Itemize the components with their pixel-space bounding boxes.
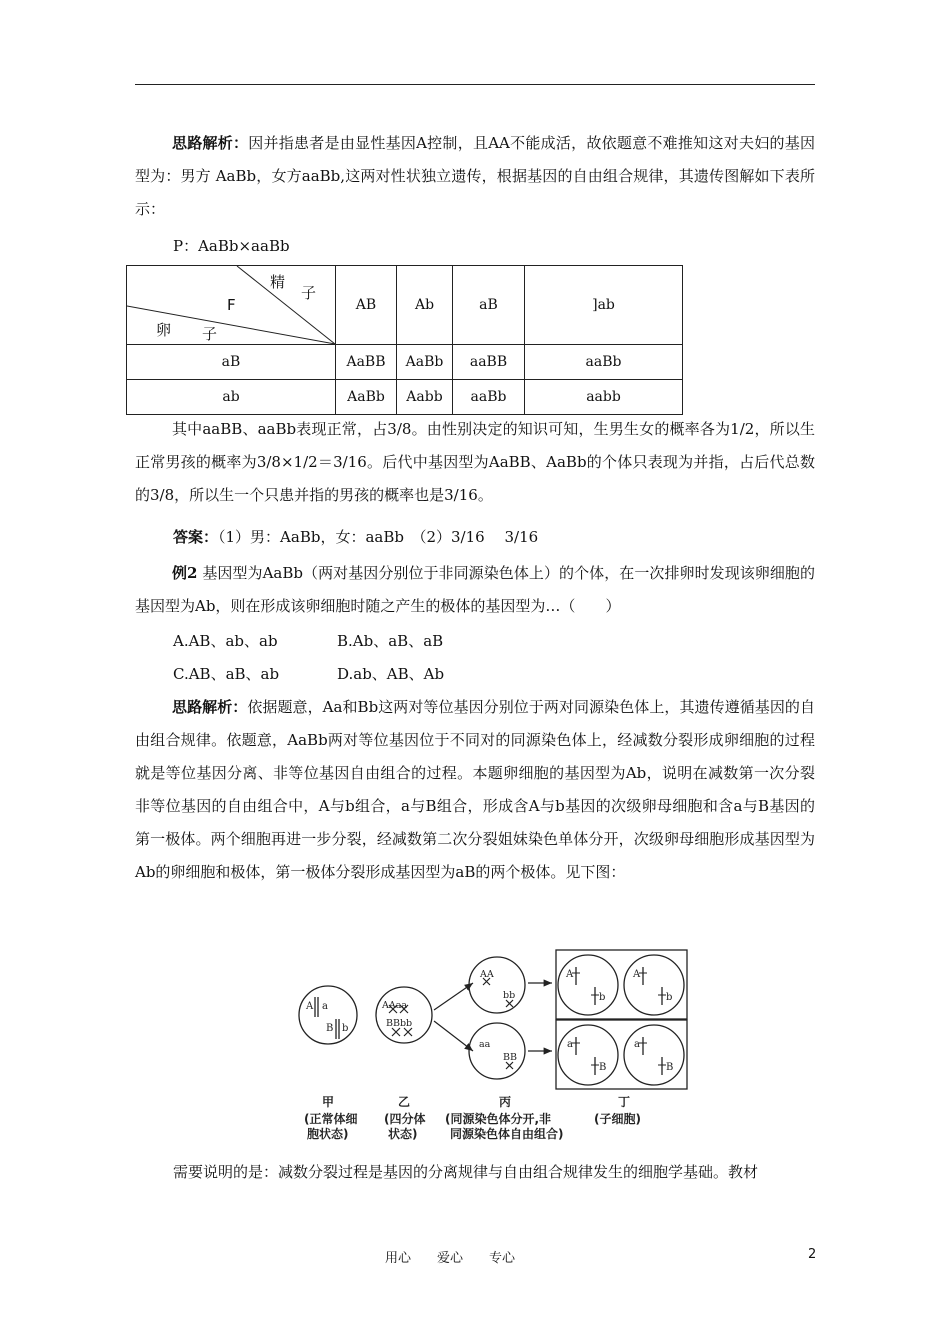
analysis-text: 依据题意，Aa和Bb这两对等位基因分别位于两对同源染色体上，其遗传遵循基因的自由组合规律。依题意，AaBb两对等位基因位于不同对的同源染色体上，经减数分裂形成卵细胞的过程就是等位基因分离、非等位基因自由组合的过程。本题卵细胞的基因型为Ab，说明在减数第一次分裂非等位基因的自由组合中，A与b组合，a与B组合，形成含A与b基因的次级卵母细胞和含a与B基因的第一极体。两个细胞再进一步分裂，经减数第二次分裂姐妹染色单体分开，次级卵母细胞形成基因型为Ab的卵细胞和极体，第一极体分裂形成基因型为aB的两个极体。见下图：	[135, 698, 815, 881]
example-label: 例2	[172, 564, 198, 582]
label-jia-desc-2: 胞状态)	[307, 1127, 349, 1141]
table-row	[127, 380, 683, 415]
label-bing-desc-1: (同源染色体分开,非	[445, 1112, 552, 1126]
label-jia-desc-1: (正常体细	[304, 1112, 358, 1126]
punnett-table	[126, 265, 683, 415]
ding-top-gene-b2: b	[666, 992, 673, 1003]
label-ding-desc: (子细胞)	[594, 1112, 641, 1126]
label-ding: 丁	[617, 1095, 631, 1109]
sperm-label-2: 子	[301, 284, 317, 302]
ding-bottom-gene-a1: a	[567, 1039, 573, 1050]
genotype-cell: aaBB	[453, 345, 525, 380]
header-cell: ]ab	[525, 266, 683, 345]
header-cell: aB	[453, 266, 525, 345]
label-yi: 乙	[397, 1095, 411, 1109]
genotype-cell: AaBB	[336, 345, 397, 380]
f-label: F	[227, 296, 236, 314]
cell-bing-top	[469, 957, 525, 1013]
header-cell: AB	[336, 266, 397, 345]
example-text: 基因型为AaBb（两对基因分别位于非同源染色体上）的个体，在一次排卵时发现该卵细胞的基因型为Ab，则在形成该卵细胞时随之产生的极体的基因型为…（ ）	[135, 564, 815, 615]
meiosis-diagram	[290, 945, 690, 1145]
yi-genes-bottom: BBbb	[386, 1018, 413, 1029]
jia-gene-b: B	[326, 1023, 334, 1034]
ding-bottom-gene-a2: a	[634, 1039, 640, 1050]
header-cell: Ab	[397, 266, 453, 345]
genotype-cell: AaBb	[397, 345, 453, 380]
option-c: C.AB、aB、ab	[173, 665, 280, 683]
answer-text: （1）男：AaBb，女：aaBb （2）3/16 3/16	[218, 528, 539, 546]
page-number: 2	[808, 1247, 817, 1262]
option-d: D.ab、AB、Ab	[337, 665, 445, 683]
header-rule	[135, 84, 815, 85]
genotype-cell: aaBb	[525, 345, 683, 380]
ding-bottom-gene-b2: B	[666, 1062, 674, 1073]
ding-top-gene-a2: A	[633, 969, 641, 980]
genotype-cell: AaBb	[336, 380, 397, 415]
label-yi-desc-2: 状态)	[388, 1127, 418, 1141]
yi-genes-top: AAaa	[382, 1000, 408, 1011]
egg-label-1: 卵	[156, 321, 172, 339]
genotype-cell: aaBb	[453, 380, 525, 415]
analysis-label: 思路解析：	[172, 698, 248, 716]
answer-label: 答案：	[173, 528, 219, 546]
bing-bottom-b: BB	[503, 1052, 517, 1063]
analysis-text: 因并指患者是由显性基因A控制，且AA不能成活，故依题意不难推知这对夫妇的基因型为：男方 AaBb，女方aaBb,这两对性状独立遗传，根据基因的自由组合规律，其遗传图解如下表所示：	[135, 134, 815, 218]
label-yi-desc-1: (四分体	[384, 1112, 426, 1126]
label-jia: 甲	[321, 1095, 335, 1109]
label-bing-desc-2: 同源染色体自由组合)	[450, 1127, 564, 1141]
egg-cell: aB	[127, 345, 336, 380]
answer-line	[173, 527, 538, 547]
cell-bing-bottom	[469, 1023, 525, 1079]
bing-top-a: AA	[480, 969, 494, 980]
example-2-question	[135, 557, 815, 623]
ding-bottom-gene-b1: B	[599, 1062, 607, 1073]
jia-gene-bs: b	[342, 1023, 349, 1034]
ding-top-gene-b1: b	[599, 992, 606, 1003]
cell-jia	[299, 986, 357, 1044]
option-b: B.Ab、aB、aB	[337, 632, 444, 650]
jia-gene-top: A	[306, 1001, 314, 1012]
egg-cell: ab	[127, 380, 336, 415]
analysis-label: 思路解析：	[172, 134, 249, 152]
sperm-label-1: 精	[270, 273, 286, 291]
bing-bottom-a: aa	[479, 1039, 491, 1050]
footer-motto: 用心 爱心 专心	[385, 1251, 516, 1266]
corner-cell	[127, 266, 336, 345]
cell-yi	[376, 987, 432, 1043]
option-a: A.AB、ab、ab	[173, 632, 278, 650]
table-row	[127, 345, 683, 380]
genotype-cell: aabb	[525, 380, 683, 415]
bing-top-b: bb	[503, 990, 516, 1001]
analysis-paragraph-2	[135, 691, 815, 889]
egg-label-2: 子	[202, 325, 218, 343]
parent-cross: P：AaBb×aaBb	[173, 237, 290, 255]
explanation-paragraph: 其中aaBB、aaBb表现正常，占3/8。由性别决定的知识可知，生男生女的概率各为1/2，所以生正常男孩的概率为3/8×1/2＝3/16。后代中基因型为AaBB、AaBb的个体只表现为并指，占后代总数的3/8，所以生一个只患并指的男孩的概率也是3/16。	[135, 420, 815, 504]
closing-line: 需要说明的是：减数分裂过程是基因的分离规律与自由组合规律发生的细胞学基础。教材	[173, 1163, 759, 1181]
label-bing: 丙	[498, 1095, 512, 1109]
jia-gene-a: a	[322, 1001, 328, 1012]
ding-top-gene-a1: A	[566, 969, 574, 980]
genotype-cell: Aabb	[397, 380, 453, 415]
analysis-paragraph-1	[135, 127, 815, 226]
